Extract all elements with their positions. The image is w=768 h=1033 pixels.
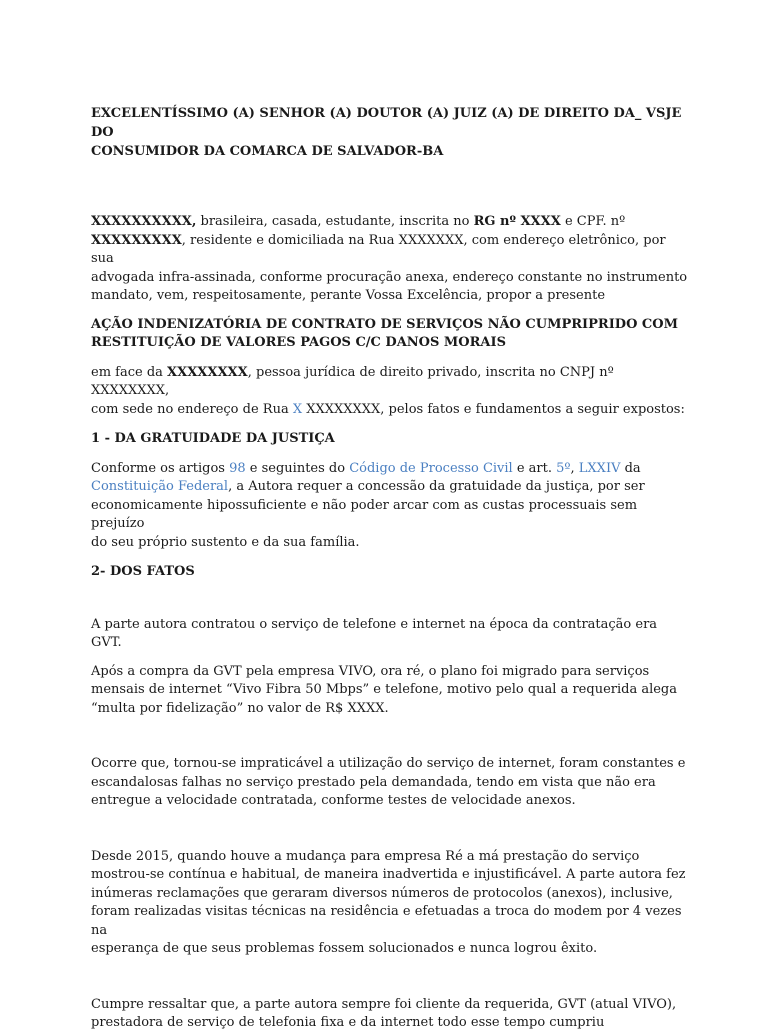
link-cpc[interactable]: Código de Processo Civil <box>349 460 513 476</box>
section1-paragraph: Conforme os artigos 98 e seguintes do Código de Processo Civil e art. 5º, LXXIV da Constituição Federal, a Autora requer a concessão da gratuidade da justiça, por ser economicamente hipossuficiente e não poder arcar com as custas processuais sem prejuízo do seu próprio sustento e da sua família. <box>91 460 645 550</box>
court-heading-line2: CONSUMIDOR DA COMARCA DE SALVADOR-BA <box>91 144 444 159</box>
defendant-paragraph: em face da XXXXXXXX, pessoa jurídica de direito privado, inscrita no CNPJ nº XXXXXXXX, com sede no endereço de Rua X XXXXXXXX, pelos fatos e fundamentos a seguir expostos: <box>91 364 685 417</box>
link-lxxiv[interactable]: LXXIV <box>578 460 621 476</box>
defendant-name: XXXXXXXX <box>167 364 248 380</box>
qualification-paragraph: XXXXXXXXXX, brasileira, casada, estudante, inscrita no RG nº XXXX e CPF. nº XXXXXXXXX, residente e domiciliada na Rua XXXXXXX, com endereço eletrônico, por sua advogada infra-assinada, conforme procuração anexa, endereço constante no instrumento mandato, vem, respeitosamente, perante Vossa Excelência, propor a presente <box>91 214 688 303</box>
facts-paragraph-2: Após a compra da GVT pela empresa VIVO, ora ré, o plano foi migrado para serviços mensais de internet “Vivo Fibra 50 Mbps” e telefone, motivo pelo qual a requerida alega “multa por fidelização” no valor de R$ XXXX. <box>91 663 678 716</box>
link-art-5[interactable]: 5º <box>556 460 571 476</box>
court-heading <box>91 104 691 161</box>
court-heading-line1: EXCELENTÍSSIMO (A) SENHOR (A) DOUTOR (A) JUIZ (A) DE DIREITO DA_ VSJE DO <box>91 106 682 140</box>
link-art-98[interactable]: 98 <box>229 460 246 476</box>
cpf-number: XXXXXXXXX <box>91 232 182 248</box>
section1-title: 1 - DA GRATUIDADE DA JUSTIÇA <box>91 431 335 446</box>
facts-paragraph-5: Cumpre ressaltar que, a parte autora sempre foi cliente da requerida, GVT (atual VIVO), prestadora de serviço de telefonia fixa e da internet todo esse tempo cumpriu <box>91 996 677 1030</box>
facts-paragraph-3: Ocorre que, tornou-se impraticável a utilização do serviço de internet, foram constantes e escandalosas falhas no serviço prestado pela demandada, tendo em vista que não era entregue a velocidade contratada, conforme testes de velocidade anexos. <box>91 756 686 808</box>
link-x[interactable]: X <box>292 401 303 417</box>
link-constituicao-federal[interactable]: Constituição Federal <box>91 479 229 494</box>
plaintiff-name: XXXXXXXXXX, <box>91 214 197 229</box>
rg-number: RG nº XXXX <box>473 214 561 229</box>
document-page <box>91 104 691 1033</box>
facts-paragraph-1: A parte autora contratou o serviço de telefone e internet na época da contratação era GVT. <box>91 616 658 650</box>
action-title: AÇÃO INDENIZATÓRIA DE CONTRATO DE SERVIÇOS NÃO CUMPRIPRIDO COM RESTITUIÇÃO DE VALORES PAGOS C/C DANOS MORAIS <box>91 316 678 350</box>
facts-paragraph-4: Desde 2015, quando houve a mudança para empresa Ré a má prestação do serviço mostrou-se contínua e habitual, de maneira inadvertida e injustificável. A parte autora fez inúmeras reclamações que geraram diversos números de protocolos (anexos), inclusive, foram realizadas visitas técnicas na residência e efetuadas a troca do modem por 4 vezes na esperança de que seus problemas fossem solucionados e nunca logrou êxito. <box>91 848 686 956</box>
section2-title: 2- DOS FATOS <box>91 564 195 579</box>
